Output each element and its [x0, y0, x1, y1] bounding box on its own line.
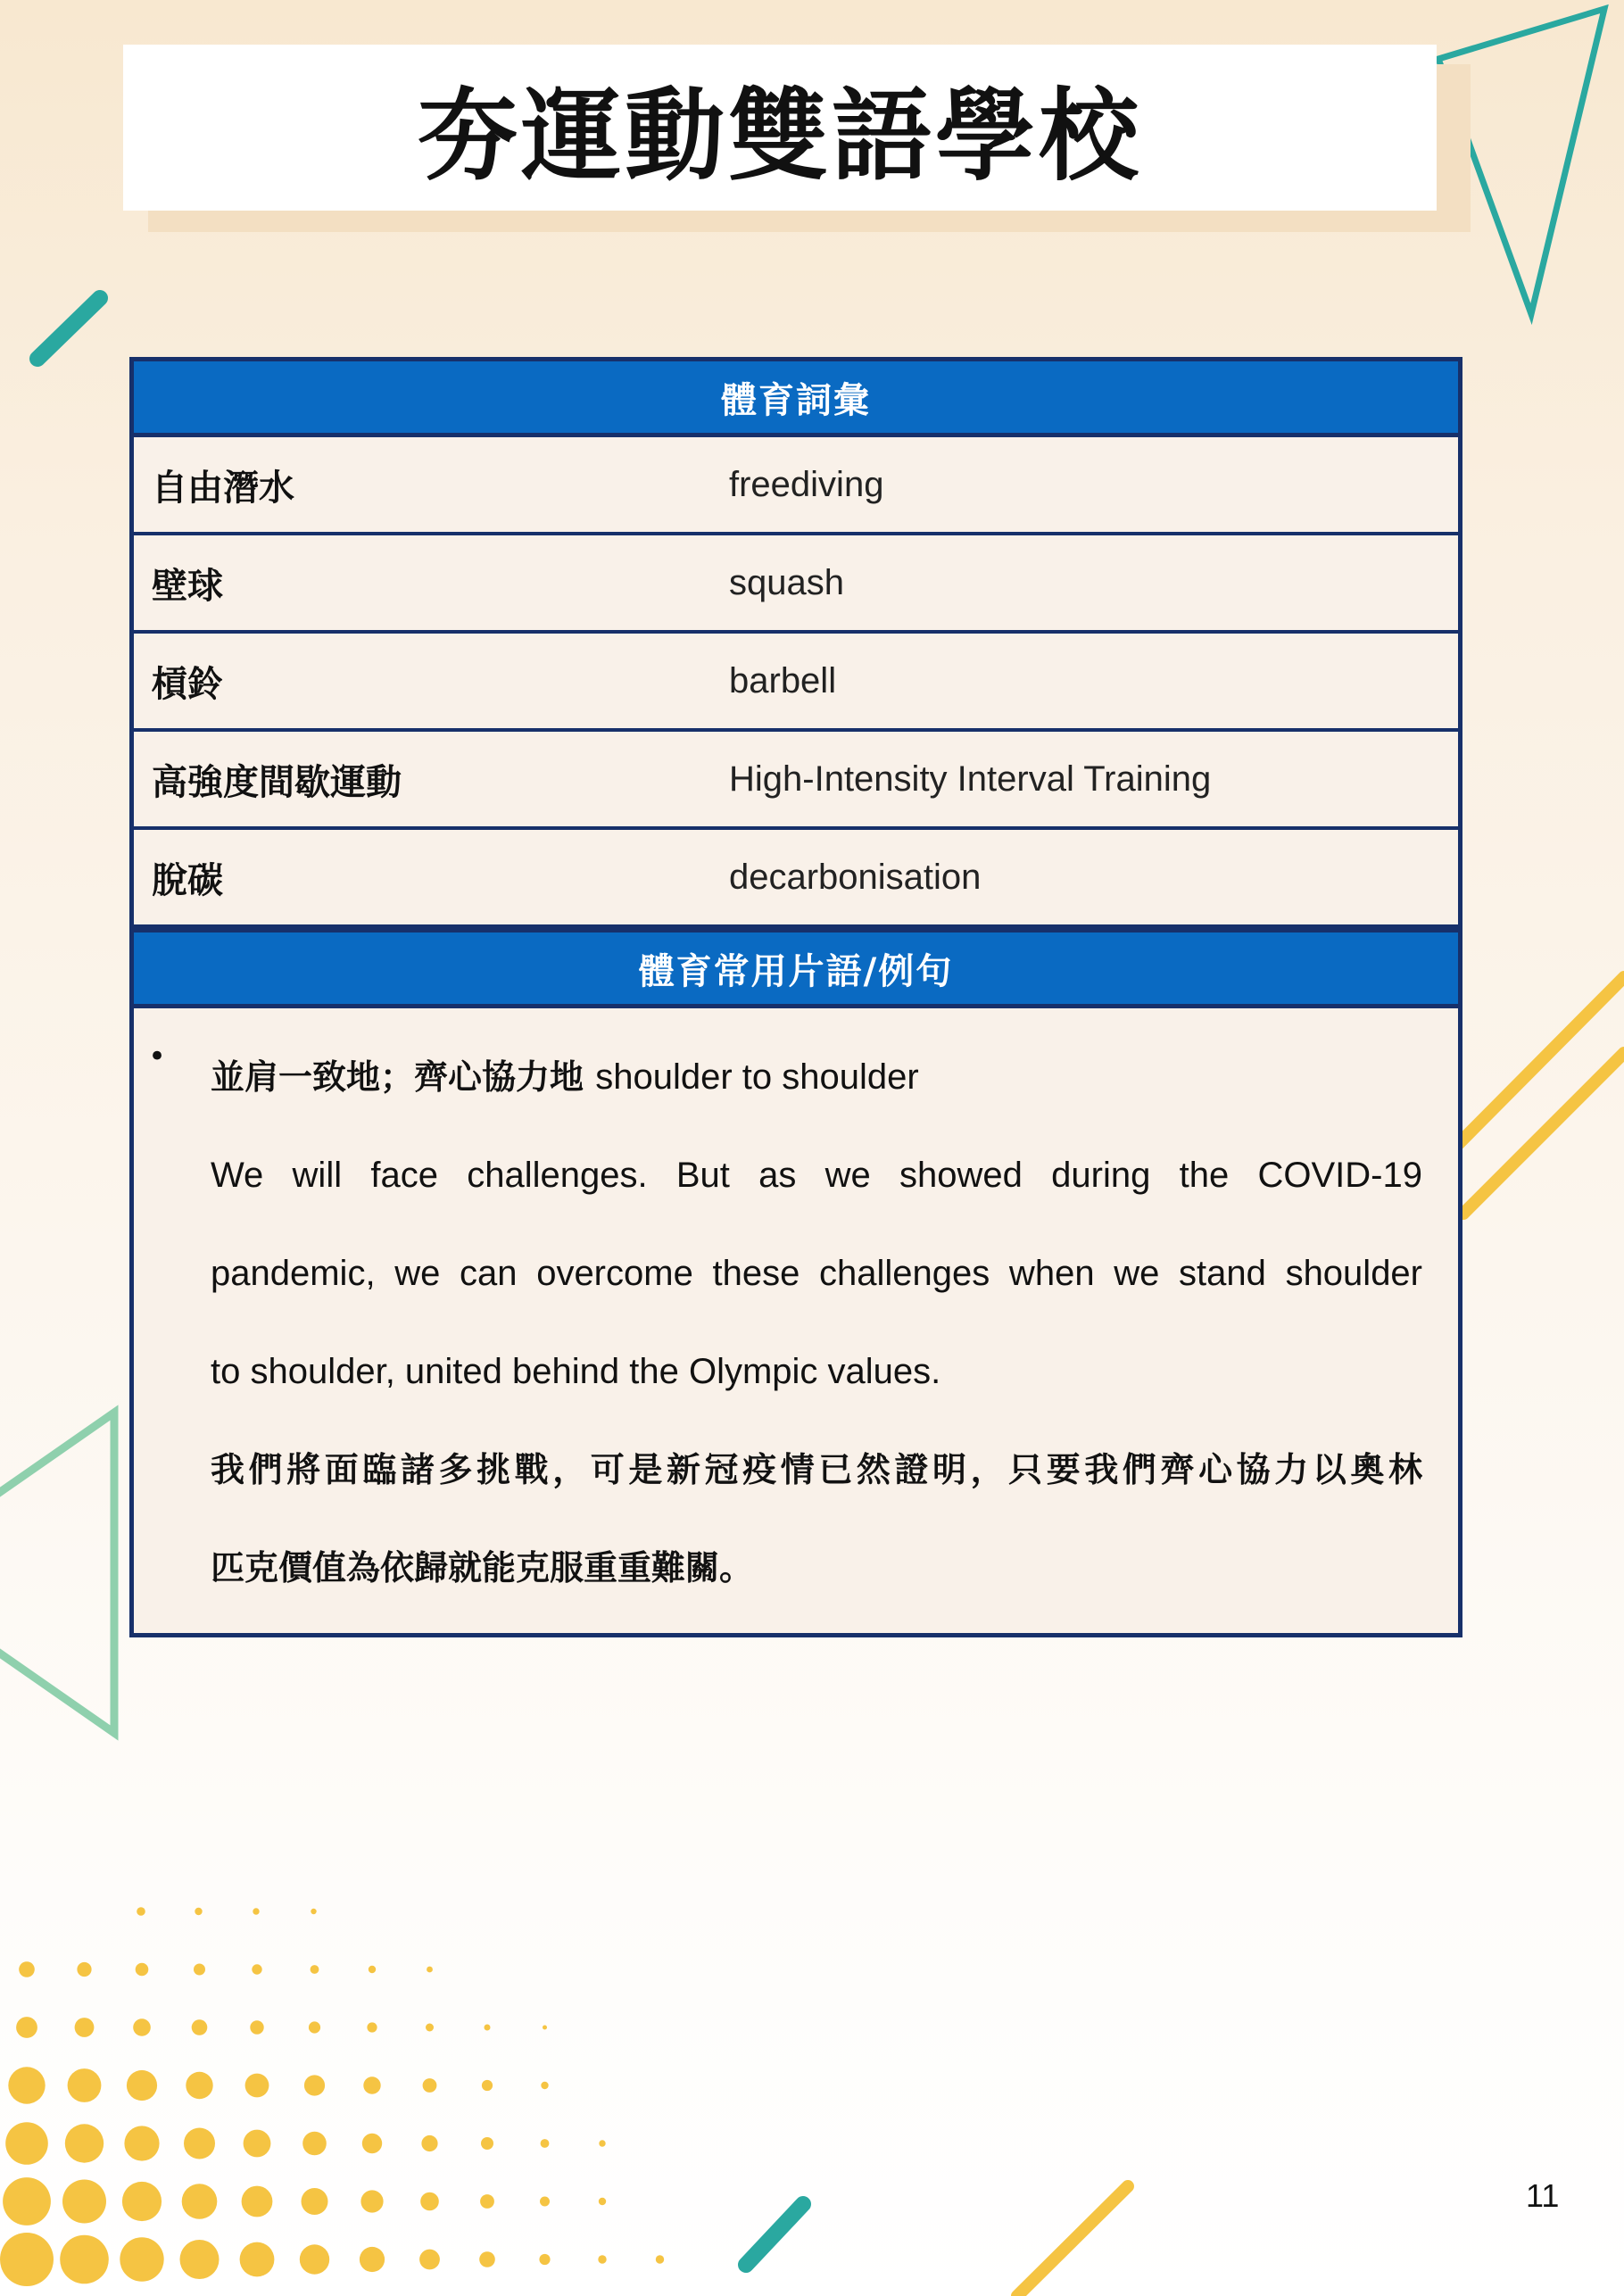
- yellow-dot: [65, 2124, 104, 2162]
- vocabulary-row: [134, 437, 1458, 535]
- yellow-dot: [8, 2067, 45, 2103]
- example-zh-line: 我們將面臨諸多挑戰，可是新冠疫情已然證明，只要我們齊心協力以奧林: [211, 1450, 1422, 1489]
- yellow-dot: [369, 1966, 376, 1973]
- yellow-dot: [485, 2025, 491, 2031]
- yellow-dot: [480, 2194, 494, 2209]
- yellow-dot: [242, 2186, 273, 2217]
- bullet-icon: •: [148, 1039, 167, 1074]
- yellow-dot: [481, 2137, 493, 2150]
- phrase-title: [211, 1028, 1422, 1126]
- yellow-dot: [182, 2184, 218, 2219]
- yellow-dot: [124, 2126, 159, 2160]
- teal-dash-top-left: [37, 298, 100, 359]
- phrase-zh: 並肩一致地；齊心協力地: [211, 1057, 584, 1097]
- title-banner: [123, 45, 1437, 211]
- vocab-term-en: freediving: [729, 464, 884, 504]
- yellow-dot: [541, 2139, 550, 2148]
- vocab-term-zh: 自由潛水: [152, 467, 294, 509]
- vocabulary-row: [134, 634, 1458, 732]
- vocab-term-en: High-Intensity Interval Training: [729, 758, 1212, 799]
- vocab-term-zh: 壁球: [152, 565, 223, 607]
- yellow-dot: [77, 1962, 91, 1977]
- yellow-dot: [482, 2080, 493, 2091]
- yellow-dot: [360, 2190, 383, 2212]
- yellow-dot: [300, 2244, 329, 2274]
- yellow-dot: [302, 2188, 328, 2215]
- vocab-term-en: squash: [729, 562, 844, 602]
- yellow-dot: [311, 1965, 319, 1974]
- yellow-dot: [195, 1908, 202, 1915]
- yellow-dot: [250, 2020, 263, 2034]
- yellow-dot: [543, 2026, 547, 2030]
- yellow-dot: [75, 2018, 95, 2037]
- yellow-dot: [186, 2072, 212, 2099]
- yellow-dot: [127, 2070, 157, 2101]
- yellow-dot: [5, 2122, 48, 2165]
- yellow-dot: [137, 1907, 145, 1916]
- yellow-dot: [423, 2078, 437, 2093]
- example-en-line: to shoulder, united behind the Olympic values.: [211, 1352, 941, 1391]
- vocab-term-zh: 槓鈴: [152, 663, 223, 705]
- phrase-entry: [134, 1008, 1458, 1633]
- yellow-dot: [539, 2254, 550, 2265]
- vocabulary-row: [134, 830, 1458, 928]
- yellow-dot: [133, 2018, 151, 2036]
- yellow-dot: [245, 2074, 269, 2098]
- yellow-dot: [421, 2135, 437, 2151]
- yellow-dot: [19, 1961, 35, 1977]
- yellow-dot: [3, 2177, 51, 2226]
- yellow-dot: [304, 2075, 325, 2095]
- yellow-dot: [540, 2197, 550, 2207]
- yellow-dot: [599, 2140, 605, 2146]
- yellow-dot: [194, 1964, 205, 1976]
- yellow-dot: [656, 2255, 664, 2263]
- yellow-dot: [244, 2130, 271, 2158]
- yellow-dot: [68, 2068, 102, 2102]
- yellow-dot: [363, 2076, 380, 2093]
- yellow-dot: [120, 2237, 163, 2281]
- yellow-dot: [0, 2233, 54, 2286]
- yellow-dot: [419, 2250, 440, 2270]
- yellow-dot: [367, 2022, 377, 2032]
- yellow-dot: [598, 2255, 606, 2263]
- yellow-dot: [360, 2247, 385, 2272]
- vocabulary-row: [134, 535, 1458, 634]
- teal-dash-bottom: [746, 2204, 803, 2265]
- vocab-term-en: barbell: [729, 660, 837, 700]
- vocab-term-en: decarbonisation: [729, 857, 982, 897]
- page-number: 11: [1526, 2177, 1560, 2214]
- vocabulary-table: [129, 357, 1462, 1637]
- yellow-dot: [180, 2240, 220, 2279]
- yellow-diagonal-2: [1463, 1053, 1624, 1214]
- yellow-dot: [362, 2134, 382, 2153]
- yellow-dot: [311, 1909, 316, 1914]
- vocabulary-heading: 體育詞彙: [134, 361, 1458, 437]
- phrase-en: shoulder to shoulder: [595, 1057, 919, 1097]
- yellow-dot: [309, 2021, 320, 2033]
- example-en-line: We will face challenges. But as we showed during the COVID-19: [211, 1156, 1422, 1195]
- yellow-dot: [302, 2132, 327, 2156]
- example-en-line: pandemic, we can overcome these challenges when we stand shoulder: [211, 1254, 1422, 1293]
- vocab-term-zh: 脫碳: [152, 859, 223, 901]
- yellow-dot: [479, 2251, 495, 2267]
- vocab-term-zh: 高強度間歇運動: [152, 761, 402, 803]
- yellow-dot: [426, 2024, 434, 2032]
- yellow-dot: [599, 2198, 606, 2205]
- example-zh-line: 匹克價值為依歸就能克服重重難關。: [211, 1548, 754, 1587]
- yellow-dot: [60, 2235, 109, 2284]
- yellow-dot: [62, 2180, 106, 2224]
- yellow-dot: [136, 1963, 149, 1977]
- yellow-dot: [253, 1908, 259, 1914]
- yellow-dot: [122, 2182, 162, 2221]
- yellow-dot: [184, 2128, 215, 2159]
- yellow-dot-pattern: [0, 1907, 664, 2286]
- page-title: 夯運動雙語學校: [418, 78, 1142, 195]
- yellow-dot: [252, 1964, 261, 1974]
- yellow-dash-bottom: [1017, 2186, 1128, 2296]
- yellow-dot: [427, 1967, 433, 1973]
- yellow-dot: [541, 2082, 548, 2089]
- yellow-dot: [192, 2019, 208, 2035]
- yellow-dot: [16, 2017, 37, 2038]
- mint-triangle-outline: [0, 1413, 114, 1733]
- yellow-dot: [240, 2242, 275, 2277]
- yellow-dot: [420, 2192, 439, 2211]
- phrases-heading: 體育常用片語/例句: [134, 928, 1458, 1008]
- vocabulary-row: [134, 732, 1458, 830]
